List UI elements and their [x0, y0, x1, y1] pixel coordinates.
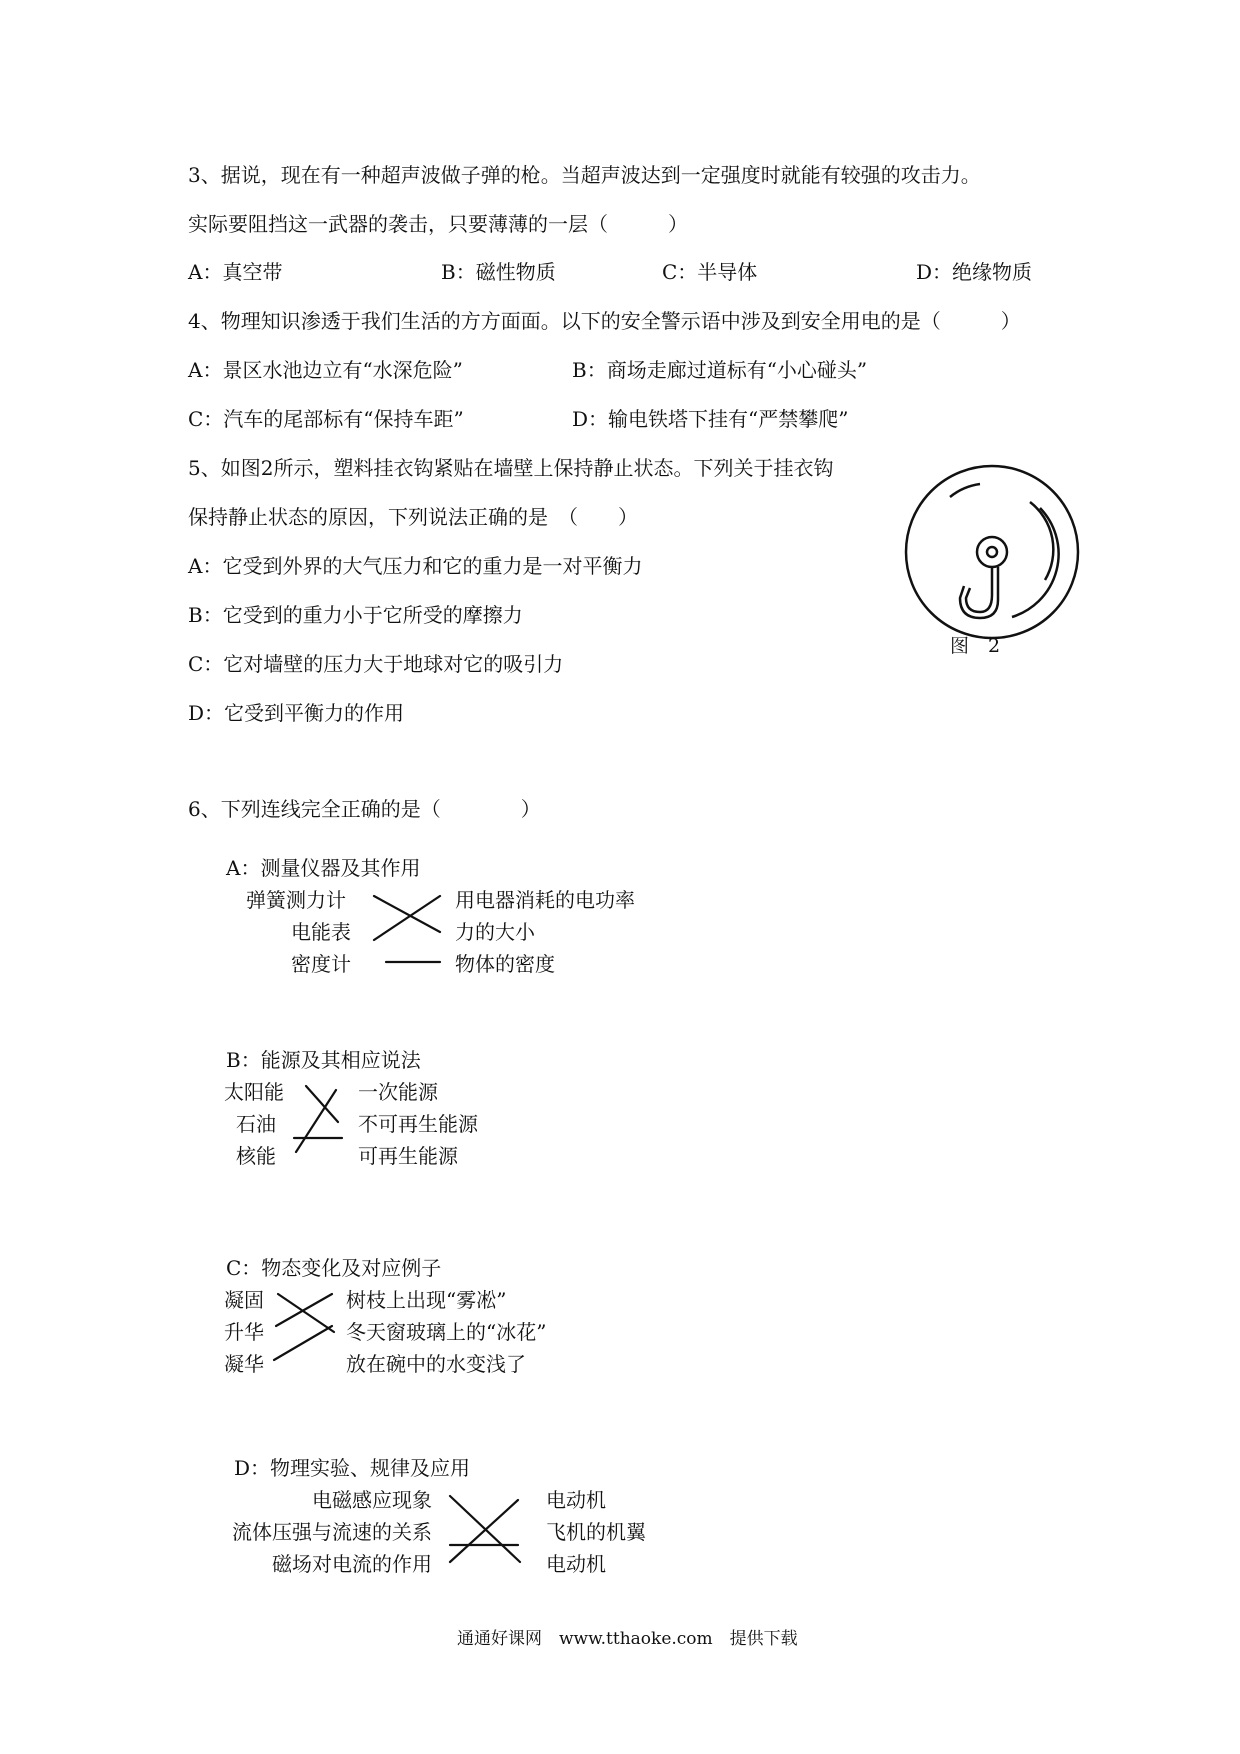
q5-stem-line1: 5、如图2所示，塑料挂衣钩紧贴在墙壁上保持静止状态。下列关于挂衣钩 [188, 456, 834, 480]
q6-c-right-2: 冬天窗玻璃上的“冰花” [346, 1320, 547, 1344]
q3-option-d: D：绝缘物质 [916, 260, 1033, 284]
figure-2-caption: 图 2 [950, 635, 1001, 657]
q6-b-title: B：能源及其相应说法 [226, 1048, 421, 1072]
q6-d-right-1: 电动机 [546, 1488, 606, 1512]
q3-option-a: A：真空带 [188, 260, 283, 284]
q4-option-c: C：汽车的尾部标有“保持车距” [188, 407, 464, 431]
q6-d-line-2 [450, 1500, 518, 1562]
q6-c-line-3 [274, 1326, 332, 1360]
q6-c-left-2: 升华 [224, 1320, 264, 1344]
q6-d-title: D：物理实验、规律及应用 [234, 1456, 471, 1480]
q4-option-b: B：商场走廊过道标有“小心碰头” [572, 358, 868, 382]
q6-a-left-2: 电能表 [291, 920, 351, 944]
q5-option-b: B：它受到的重力小于它所受的摩擦力 [188, 603, 523, 627]
q3-option-c: C：半导体 [662, 260, 758, 284]
q6-d-left-1: 电磁感应现象 [312, 1488, 432, 1512]
q6-b-right-3: 可再生能源 [358, 1144, 458, 1168]
q6-b-line-1 [306, 1086, 338, 1122]
q6-c-title: C：物态变化及对应例子 [226, 1256, 442, 1280]
q6-c-left-1: 凝固 [224, 1288, 264, 1312]
q6-d-right-3: 电动机 [546, 1552, 606, 1576]
q6-c-line-1 [278, 1294, 334, 1332]
q6-c-left-3: 凝华 [224, 1352, 264, 1376]
q6-c-right-1: 树枝上出现“雾凇” [346, 1288, 507, 1312]
q6-c-right-3: 放在碗中的水变浅了 [346, 1352, 526, 1376]
q6-b-left-3: 核能 [236, 1144, 276, 1168]
q6-a-title: A：测量仪器及其作用 [226, 856, 421, 880]
q6-d-left-2: 流体压强与流速的关系 [232, 1520, 432, 1544]
q5-option-a: A：它受到外界的大气压力和它的重力是一对平衡力 [188, 554, 643, 578]
q5-option-c: C：它对墙壁的压力大于地球对它的吸引力 [188, 652, 564, 676]
q6-a-left-1: 弹簧测力计 [246, 888, 346, 912]
q6-b-left-1: 太阳能 [224, 1080, 284, 1104]
q5-option-d: D：它受到平衡力的作用 [188, 701, 405, 725]
q3-stem-line1: 3、据说，现在有一种超声波做子弹的枪。当超声波达到一定强度时就能有较强的攻击力。 [188, 163, 981, 187]
q6-a-right-2: 力的大小 [455, 920, 535, 944]
q3-option-b: B：磁性物质 [441, 260, 556, 284]
q6-d-right-2: 飞机的机翼 [546, 1520, 646, 1544]
q6-stem: 6、下列连线完全正确的是（ ） [188, 797, 541, 821]
q4-option-d: D：输电铁塔下挂有“严禁攀爬” [572, 407, 849, 431]
q6-b-right-2: 不可再生能源 [358, 1112, 478, 1136]
footer-download-note: 通通好课网 www.tthaoke.com 提供下载 [457, 1629, 798, 1649]
q6-b-right-1: 一次能源 [358, 1080, 438, 1104]
q4-stem: 4、物理知识渗透于我们生活的方方面面。以下的安全警示语中涉及到安全用电的是（ ） [188, 309, 1021, 333]
q6-b-left-2: 石油 [236, 1112, 276, 1136]
q4-option-a: A：景区水池边立有“水深危险” [188, 358, 463, 382]
q3-stem-line2: 实际要阻挡这一武器的袭击，只要薄薄的一层（ ） [188, 212, 688, 236]
q6-a-right-3: 物体的密度 [455, 952, 555, 976]
q6-a-right-1: 用电器消耗的电功率 [455, 888, 635, 912]
q6-a-left-3: 密度计 [291, 952, 351, 976]
q5-stem-line2: 保持静止状态的原因，下列说法正确的是 （ ） [188, 505, 638, 529]
q6-d-left-3: 磁场对电流的作用 [272, 1552, 432, 1576]
q6-b-line-2 [296, 1090, 336, 1152]
